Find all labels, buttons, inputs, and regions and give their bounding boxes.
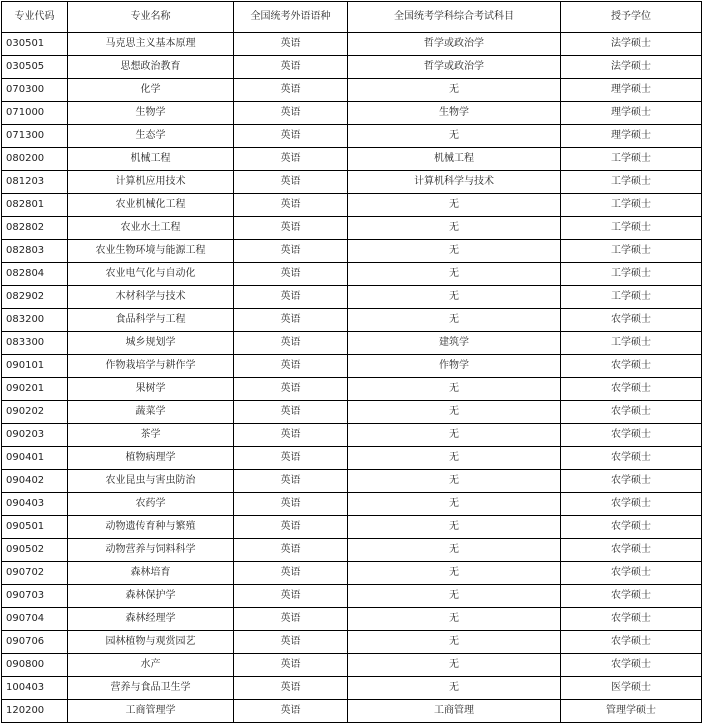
major-name-cell: 农业昆虫与害虫防治 — [68, 470, 234, 493]
exam-subject-cell: 工商管理 — [348, 700, 561, 723]
table-row — [2, 654, 702, 677]
table-row — [2, 125, 702, 148]
major-name-cell: 作物栽培学与耕作学 — [68, 355, 234, 378]
major-code-cell: 090401 — [2, 447, 68, 470]
degree-cell: 农学硕士 — [561, 470, 702, 493]
exam-subject-cell: 作物学 — [348, 355, 561, 378]
major-name-cell: 茶学 — [68, 424, 234, 447]
table-row — [2, 424, 702, 447]
header-degree: 授予学位 — [561, 2, 702, 33]
degree-cell: 农学硕士 — [561, 631, 702, 654]
major-code-cell: 120200 — [2, 700, 68, 723]
exam-subject-cell: 无 — [348, 631, 561, 654]
degree-cell: 农学硕士 — [561, 608, 702, 631]
exam-subject-cell: 无 — [348, 516, 561, 539]
degree-cell: 管理学硕士 — [561, 700, 702, 723]
degree-cell: 工学硕士 — [561, 332, 702, 355]
degree-cell: 工学硕士 — [561, 240, 702, 263]
major-name-cell: 森林培育 — [68, 562, 234, 585]
degree-cell: 农学硕士 — [561, 378, 702, 401]
table-row — [2, 148, 702, 171]
degree-cell: 工学硕士 — [561, 263, 702, 286]
table-row — [2, 286, 702, 309]
majors-table — [1, 1, 702, 723]
foreign-language-cell: 英语 — [234, 332, 348, 355]
foreign-language-cell: 英语 — [234, 539, 348, 562]
degree-cell: 农学硕士 — [561, 562, 702, 585]
foreign-language-cell: 英语 — [234, 585, 348, 608]
major-name-cell: 农业生物环境与能源工程 — [68, 240, 234, 263]
major-name-cell: 果树学 — [68, 378, 234, 401]
foreign-language-cell: 英语 — [234, 654, 348, 677]
exam-subject-cell: 无 — [348, 654, 561, 677]
degree-cell: 农学硕士 — [561, 493, 702, 516]
major-code-cell: 082902 — [2, 286, 68, 309]
degree-cell: 农学硕士 — [561, 516, 702, 539]
exam-subject-cell: 无 — [348, 608, 561, 631]
major-code-cell: 081203 — [2, 171, 68, 194]
foreign-language-cell: 英语 — [234, 33, 348, 56]
degree-cell: 理学硕士 — [561, 79, 702, 102]
degree-cell: 农学硕士 — [561, 447, 702, 470]
major-name-cell: 园林植物与观赏园艺 — [68, 631, 234, 654]
foreign-language-cell: 英语 — [234, 263, 348, 286]
table-row — [2, 33, 702, 56]
degree-cell: 法学硕士 — [561, 33, 702, 56]
major-code-cell: 090203 — [2, 424, 68, 447]
foreign-language-cell: 英语 — [234, 125, 348, 148]
foreign-language-cell: 英语 — [234, 309, 348, 332]
foreign-language-cell: 英语 — [234, 148, 348, 171]
major-code-cell: 090501 — [2, 516, 68, 539]
degree-cell: 工学硕士 — [561, 171, 702, 194]
exam-subject-cell: 哲学或政治学 — [348, 33, 561, 56]
major-code-cell: 090800 — [2, 654, 68, 677]
degree-cell: 农学硕士 — [561, 309, 702, 332]
foreign-language-cell: 英语 — [234, 424, 348, 447]
major-name-cell: 蔬菜学 — [68, 401, 234, 424]
table-row — [2, 263, 702, 286]
major-name-cell: 动物营养与饲料科学 — [68, 539, 234, 562]
table-row — [2, 217, 702, 240]
table-row — [2, 516, 702, 539]
degree-cell: 农学硕士 — [561, 585, 702, 608]
header-row — [2, 2, 702, 33]
degree-cell: 农学硕士 — [561, 401, 702, 424]
exam-subject-cell: 无 — [348, 79, 561, 102]
table-header — [2, 2, 702, 33]
degree-cell: 法学硕士 — [561, 56, 702, 79]
degree-cell: 工学硕士 — [561, 217, 702, 240]
table-row — [2, 171, 702, 194]
exam-subject-cell: 哲学或政治学 — [348, 56, 561, 79]
table-row — [2, 401, 702, 424]
major-name-cell: 森林保护学 — [68, 585, 234, 608]
exam-subject-cell: 无 — [348, 378, 561, 401]
exam-subject-cell: 无 — [348, 263, 561, 286]
exam-subject-cell: 无 — [348, 125, 561, 148]
major-name-cell: 思想政治教育 — [68, 56, 234, 79]
exam-subject-cell: 无 — [348, 424, 561, 447]
major-name-cell: 植物病理学 — [68, 447, 234, 470]
major-name-cell: 农药学 — [68, 493, 234, 516]
table-row — [2, 447, 702, 470]
major-code-cell: 083300 — [2, 332, 68, 355]
header-foreign-language: 全国统考外语语种 — [234, 2, 348, 33]
foreign-language-cell: 英语 — [234, 378, 348, 401]
major-code-cell: 090101 — [2, 355, 68, 378]
header-major-code: 专业代码 — [2, 2, 68, 33]
foreign-language-cell: 英语 — [234, 355, 348, 378]
exam-subject-cell: 计算机科学与技术 — [348, 171, 561, 194]
major-name-cell: 化学 — [68, 79, 234, 102]
foreign-language-cell: 英语 — [234, 401, 348, 424]
major-code-cell: 080200 — [2, 148, 68, 171]
foreign-language-cell: 英语 — [234, 447, 348, 470]
header-major-name: 专业名称 — [68, 2, 234, 33]
major-code-cell: 100403 — [2, 677, 68, 700]
major-code-cell: 090201 — [2, 378, 68, 401]
major-code-cell: 090202 — [2, 401, 68, 424]
degree-cell: 农学硕士 — [561, 355, 702, 378]
degree-cell: 农学硕士 — [561, 654, 702, 677]
major-name-cell: 城乡规划学 — [68, 332, 234, 355]
major-name-cell: 农业机械化工程 — [68, 194, 234, 217]
major-name-cell: 水产 — [68, 654, 234, 677]
major-code-cell: 030505 — [2, 56, 68, 79]
major-name-cell: 生物学 — [68, 102, 234, 125]
foreign-language-cell: 英语 — [234, 493, 348, 516]
foreign-language-cell: 英语 — [234, 286, 348, 309]
exam-subject-cell: 无 — [348, 194, 561, 217]
exam-subject-cell: 无 — [348, 217, 561, 240]
table-row — [2, 470, 702, 493]
major-code-cell: 090502 — [2, 539, 68, 562]
table-row — [2, 539, 702, 562]
major-code-cell: 082802 — [2, 217, 68, 240]
major-code-cell: 070300 — [2, 79, 68, 102]
foreign-language-cell: 英语 — [234, 677, 348, 700]
foreign-language-cell: 英语 — [234, 240, 348, 263]
major-name-cell: 森林经理学 — [68, 608, 234, 631]
major-name-cell: 农业电气化与自动化 — [68, 263, 234, 286]
major-code-cell: 082803 — [2, 240, 68, 263]
table-row — [2, 493, 702, 516]
exam-subject-cell: 无 — [348, 309, 561, 332]
foreign-language-cell: 英语 — [234, 700, 348, 723]
major-code-cell: 090403 — [2, 493, 68, 516]
major-code-cell: 083200 — [2, 309, 68, 332]
major-name-cell: 木材科学与技术 — [68, 286, 234, 309]
major-name-cell: 农业水土工程 — [68, 217, 234, 240]
major-name-cell: 生态学 — [68, 125, 234, 148]
table-row — [2, 378, 702, 401]
degree-cell: 工学硕士 — [561, 194, 702, 217]
major-name-cell: 营养与食品卫生学 — [68, 677, 234, 700]
major-code-cell: 082801 — [2, 194, 68, 217]
table-row — [2, 79, 702, 102]
degree-cell: 农学硕士 — [561, 424, 702, 447]
degree-cell: 工学硕士 — [561, 286, 702, 309]
degree-cell: 农学硕士 — [561, 539, 702, 562]
table-row — [2, 677, 702, 700]
table-row — [2, 355, 702, 378]
major-name-cell: 动物遗传育种与繁殖 — [68, 516, 234, 539]
major-code-cell: 071300 — [2, 125, 68, 148]
major-name-cell: 马克思主义基本原理 — [68, 33, 234, 56]
table-row — [2, 194, 702, 217]
table-row — [2, 309, 702, 332]
degree-cell: 理学硕士 — [561, 102, 702, 125]
major-name-cell: 计算机应用技术 — [68, 171, 234, 194]
degree-cell: 理学硕士 — [561, 125, 702, 148]
table-row — [2, 102, 702, 125]
exam-subject-cell: 无 — [348, 286, 561, 309]
foreign-language-cell: 英语 — [234, 562, 348, 585]
major-code-cell: 082804 — [2, 263, 68, 286]
degree-cell: 医学硕士 — [561, 677, 702, 700]
exam-subject-cell: 无 — [348, 585, 561, 608]
exam-subject-cell: 无 — [348, 493, 561, 516]
foreign-language-cell: 英语 — [234, 194, 348, 217]
table-row — [2, 585, 702, 608]
exam-subject-cell: 建筑学 — [348, 332, 561, 355]
major-name-cell: 工商管理学 — [68, 700, 234, 723]
major-code-cell: 090703 — [2, 585, 68, 608]
major-code-cell: 030501 — [2, 33, 68, 56]
exam-subject-cell: 无 — [348, 677, 561, 700]
foreign-language-cell: 英语 — [234, 171, 348, 194]
major-code-cell: 090702 — [2, 562, 68, 585]
exam-subject-cell: 机械工程 — [348, 148, 561, 171]
major-code-cell: 090706 — [2, 631, 68, 654]
major-name-cell: 食品科学与工程 — [68, 309, 234, 332]
table-row — [2, 700, 702, 723]
table-row — [2, 562, 702, 585]
header-exam-subject: 全国统考学科综合考试科目 — [348, 2, 561, 33]
major-code-cell: 090402 — [2, 470, 68, 493]
exam-subject-cell: 无 — [348, 447, 561, 470]
exam-subject-cell: 无 — [348, 401, 561, 424]
table-body — [2, 33, 702, 723]
exam-subject-cell: 无 — [348, 470, 561, 493]
exam-subject-cell: 无 — [348, 240, 561, 263]
foreign-language-cell: 英语 — [234, 56, 348, 79]
major-name-cell: 机械工程 — [68, 148, 234, 171]
foreign-language-cell: 英语 — [234, 79, 348, 102]
degree-cell: 工学硕士 — [561, 148, 702, 171]
foreign-language-cell: 英语 — [234, 470, 348, 493]
table-row — [2, 56, 702, 79]
exam-subject-cell: 生物学 — [348, 102, 561, 125]
exam-subject-cell: 无 — [348, 562, 561, 585]
major-code-cell: 090704 — [2, 608, 68, 631]
foreign-language-cell: 英语 — [234, 516, 348, 539]
table-row — [2, 631, 702, 654]
foreign-language-cell: 英语 — [234, 217, 348, 240]
table-row — [2, 240, 702, 263]
table-row — [2, 608, 702, 631]
foreign-language-cell: 英语 — [234, 102, 348, 125]
exam-subject-cell: 无 — [348, 539, 561, 562]
foreign-language-cell: 英语 — [234, 608, 348, 631]
major-code-cell: 071000 — [2, 102, 68, 125]
foreign-language-cell: 英语 — [234, 631, 348, 654]
table-row — [2, 332, 702, 355]
